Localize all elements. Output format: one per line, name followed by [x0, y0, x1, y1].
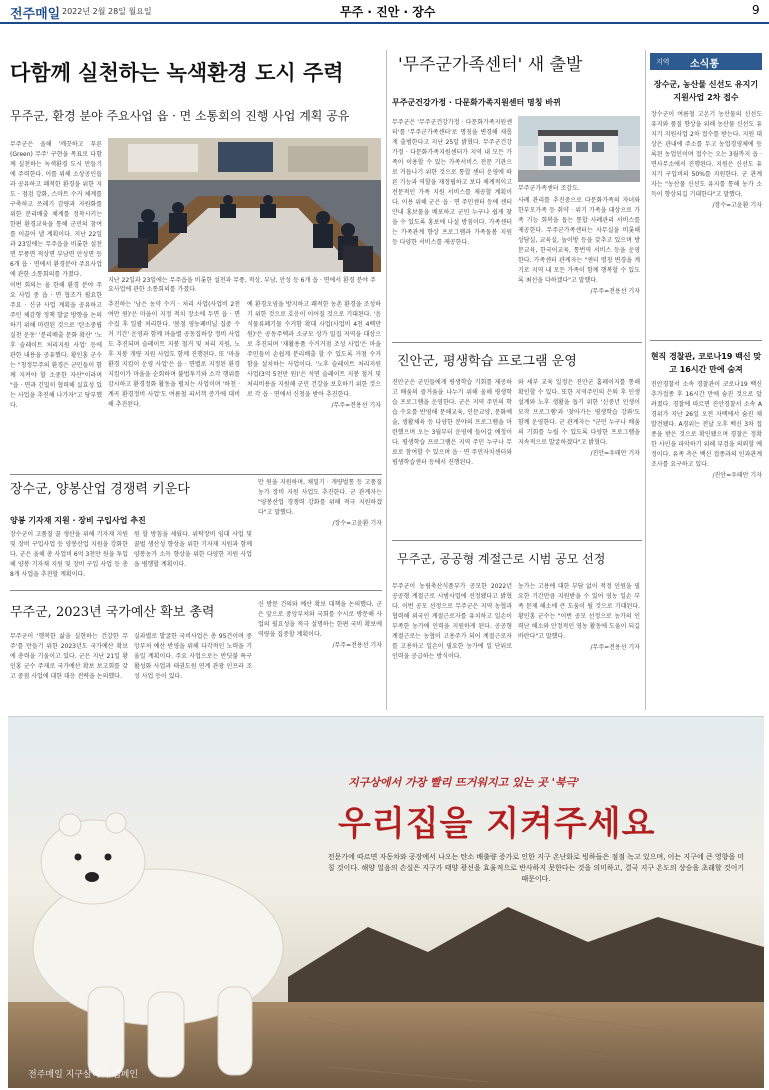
- article5-byline: /무주=전용선 기자: [332, 642, 382, 649]
- ad-background-image: [8, 717, 764, 1088]
- article6-column-2: [518, 582, 640, 708]
- article4-headline: 장수군, 양봉산업 경쟁력 키운다: [10, 482, 190, 497]
- article1-paragraph: 이번 회의는 올 한해 환경 분야 주요 사업 중 읍 · 면 협조가 필요한 주요 · 신규 사업 계획을 공유하고 주민 체감형 정책 발굴 방향을 논의하기 위해 마련된 것으로 '탄소중립 실천 운동' '분리배출 문화 확산' '노후 슬레이트 처리지원 사업' 등에 관한 내용을 공유했다. 황인홍 군수는 "청정무주의 환경은 군민들이 함께 지켜야 할 소중한 자산"이라며 "읍 · 면과 긴밀히 협력해 실효성 있는 사업을 추진해 나가자"고 당부했다.: [10, 282, 102, 409]
- ad-headline: 우리집을 지켜주세요: [338, 804, 656, 844]
- section-divider: [392, 540, 642, 541]
- climate-campaign-ad: [8, 716, 764, 1088]
- article5-paragraph: 무주군이 '행복한 삶을 실현하는 건강한 무주'를 만들기 위한 2023년도 국가예산 확보에 총력을 기울이고 있다. 군은 지난 21일 황인홍 군수 주재로 국가예산 확보 보고회를 갖고 중점 사업에 대한 대응 전략을 논의했다.: [10, 633, 128, 680]
- article2-column-1: [392, 118, 512, 334]
- article3-paragraph: 와 세부 교육 일정은 진안군 홈페이지를 통해 확인할 수 있다. 또한 지역주민의 은퇴 후 인생설계와 노후 생활을 돕기 위한 '신중년 인생이모작 프로그램'과 '찾아가는 평생학습 강좌'도 함께 운영한다. 군 관계자는 "군민 누구나 배움의 기회를 누릴 수 있도록 다양한 프로그램을 지속적으로 발굴하겠다"고 밝혔다.: [518, 379, 640, 446]
- page-header: [0, 0, 769, 24]
- article2-subheadline: 무주군건강가정 · 다문화가족지원센터 명칭 바뀌: [392, 98, 561, 107]
- sidebar-divider: [645, 50, 646, 710]
- article3-byline: /진안=우태만 기자: [590, 450, 640, 457]
- article1-column-3: [247, 300, 381, 470]
- article5-column-2: [134, 632, 252, 708]
- sidebar-separator: [650, 340, 762, 341]
- article1-subheadline: 무주군, 환경 분야 주요사업 읍 · 면 소통회의 진행 사업 계획 공유: [10, 109, 350, 123]
- article4-paragraph: 만 원을 지원하며, 채밀기 · 개량벌통 등 고품질 농가 장비 지원 사업도 추진한다. 군 관계자는 "양봉산업 경쟁력 강화를 위해 적극 지원하겠다"고 말했다.: [258, 479, 382, 516]
- sidebar-item2-body: [651, 380, 762, 710]
- article2-byline: /무주=전용선 기자: [590, 288, 640, 295]
- article2-headline: '무주군가족센터' 새 출발: [398, 55, 583, 75]
- page-number: 9: [752, 3, 760, 17]
- article4-column-2: [134, 530, 252, 586]
- article1-column-2: [108, 300, 240, 470]
- article4-paragraph: 장수군이 고품질 꿀 생산을 위해 기자재 지원 및 장비 구입사업 등 양봉산업 지원을 강화한다. 군은 올해 총 사업비 6억 3천만 원을 투입해 양봉 기자재 지원 및 장비 구입 사업 등 총 8개 사업을 추진할 계획이다.: [10, 531, 128, 578]
- article5-paragraph: 신 방문 건의와 예산 확보 대책을 논의했다. 군은 앞으로 중앙부처와 국회를 수시로 방문해 사업의 필요성을 적극 설명하는 한편 국비 확보에 역량을 집중할 계획이다.: [258, 601, 382, 638]
- article4-column-3: [258, 478, 382, 586]
- article6-headline: 무주군, 공공형 계절근로 시범 공모 선정: [397, 552, 606, 566]
- article4-subheadline: 양봉 기자재 지원 · 장비 구입사업 추진: [10, 516, 146, 525]
- ad-campaign-credit: 전주매일 지구살리기 캠페인: [28, 1070, 139, 1080]
- sidebar-item2-headline: 현직 경찰관, 코로나19 백신 맞고 16시간 만에 숨져: [650, 352, 762, 374]
- article1-paragraph: 추진하는 '남은 농약 수거 · 처리 사업(사업비 2천여만 원)'은 마을이 지정 적치 장소에 두면 읍 · 면 수집 후 일괄 처리한다. '봄철 영농폐비닐 집중 수거 기간' 운영과 함께 마을별 공동집하장 정비 사업도 추진되며 슬레이트 지붕 철거 및 처리 지원, 노후 지붕 개량 지원 사업도 함께 진행된다. 또 '마을 환경 지킴이 운영 사업'은 읍 · 면별로 지정된 환경지킴이가 마을을 순회하며 불법투기와 소각 행위를 감시하고 환경정화 활동을 펼치는 사업이며 '하천 · 계곡 환경정비 사업'도 여름철 피서객 증가에 대비해 추진된다.: [108, 301, 240, 408]
- sidebar-item2-paragraph: 진안경찰서 소속 경찰관이 코로나19 백신 추가접종 후 16시간 만에 숨진 것으로 알려졌다. 경찰에 따르면 진안경찰서 소속 A경위가 지난 26일 오전 자택에서 숨진 채 발견됐다. A경위는 전날 오후 백신 3차 접종을 받은 것으로 확인됐으며 경찰은 정확한 사인을 파악하기 위해 부검을 의뢰할 예정이다. 유족 측은 백신 접종과의 인과관계 조사를 요구하고 있다.: [651, 381, 762, 468]
- sidebar-item2-byline: /진안=우태만 기자: [712, 472, 762, 479]
- ad-body-text: 전문가에 따르면 자동차와 공장에서 나오는 탄소 배출량 증가로 인한 지구 온난화로 빙하들은 점점 녹고 있으며, 이는 지구에 큰 영향을 미칠 것이다. 해양 얼음의 손실은 지구가 태양 광선을 효율적으로 반사하지 못한다는 것을 의미하고, 결국 지구 온도의 상승을 초래할 것이기 때문이다.: [327, 853, 745, 883]
- article2-column-2: [518, 196, 640, 336]
- article6-column-1: [392, 582, 512, 708]
- article5-column-3: [258, 600, 382, 708]
- meeting-photo: [108, 138, 381, 272]
- sidebar-item1-headline: 장수군, 농산물 신선도 유지기 지원사업 2차 접수: [653, 80, 759, 102]
- article6-paragraph: 무주군이 농림축산식품부가 공모한 2022년 공공형 계절근로 시범사업에 선정됐다고 밝혔다. 이번 공모 선정으로 무주군은 지역 농협과 협력해 외국인 계절근로자를 유치하고 일손이 부족한 농가에 인력을 지원하게 된다. 공공형 계절근로는 농협이 고용주가 되어 계절근로자를 고용하고 일손이 필요한 농가에 일 단위로 인력을 공급하는 방식이다.: [392, 583, 512, 660]
- sidebar-item1-paragraph: 장수군이 여름철 고온기 농산물의 신선도 유지와 품질 향상을 위해 농산물 신선도 유지기 지원사업 2차 접수를 받는다. 지원 대상은 관내에 주소를 두고 농업경영체에 등록된 농업인이며 접수는 오는 3월까지 읍 · 면사무소에서 진행된다. 지원은 신선도 유지기 구입비의 50%를 지원한다. 군 관계자는 "농산물 신선도 유지를 통해 농가 소득이 향상되길 기대한다"고 말했다.: [651, 111, 762, 198]
- article1-byline: /무주=전용선 기자: [331, 402, 381, 409]
- section-divider: [10, 590, 382, 591]
- article3-paragraph: 진안군은 군민들에게 평생학습 기회를 제공하고 배움의 즐거움을 나누기 위해 올해 평생학습 프로그램을 운영한다. 군은 지역 주민의 학습 수요를 반영해 문해교육, 인문교양, 문화예술, 생활체육 등 다양한 분야의 프로그램을 마련했으며 오는 3월부터 운영에 들어갈 예정이다. 평생학습 프로그램은 지역 주민 누구나 무료로 참여할 수 있으며 읍 · 면 주민자치센터와 평생학습센터 등에서 진행된다.: [392, 379, 512, 466]
- section-divider: [10, 474, 382, 475]
- article5-column-1: [10, 632, 128, 708]
- article1-photo-caption: 지난 22일과 23일에는 무주읍을 비롯한 설천과 무풍, 적상, 부남, 안성 등 6개 읍 · 면에서 환경 분야 주요사업에 관한 소통회의를 가졌다.: [108, 277, 376, 293]
- sidebar-item1-byline: /장수=고윤환 기자: [712, 202, 762, 209]
- article4-paragraph: 원 할 방침을 세웠다. 위탁장비 임대 사업 및 꿀벌 생산성 향상을 위한 기자재 지원과 함께 양봉농가 소득 향상을 위한 다양한 지원 사업을 병행할 계획이다.: [134, 531, 252, 568]
- column-divider: [386, 50, 387, 710]
- article5-headline: 무주군, 2023년 국가예산 확보 총력: [10, 605, 215, 620]
- meeting-room-image: [108, 138, 381, 272]
- issue-date: 2022년 2월 28일 월요일: [62, 7, 152, 16]
- section-title: 무주 · 진안 · 장수: [340, 5, 436, 19]
- article6-paragraph: 농가는 고용에 대한 부담 없이 적정 인원을 필요한 기간만큼 지원받을 수 있어 영농 일손 부족 문제 해소에 큰 도움이 될 것으로 기대된다. 황인홍 군수는 "이번 공모 선정으로 농가의 인력난 해소와 안정적인 영농 활동에 도움이 되길 바란다"고 말했다.: [518, 583, 640, 640]
- article2-paragraph: 사례 관리를 추진중으로 다문화가족의 자녀와 한부모가족 등 취약 · 위기 가족을 대상으로 가족 기능 회복을 돕는 통합 사례관리 서비스를 제공한다. 무주군가족센터는 사무실을 비롯해 상담실, 교육실, 놀이방 등을 갖추고 있으며 방문교육, 한국어교육, 통번역 서비스 등을 운영한다. 가족센터 관계자는 "센터 명칭 변경을 계기로 지역 내 모든 가족이 함께 행복할 수 있도록 최선을 다하겠다"고 말했다.: [518, 197, 640, 284]
- family-center-photo: [518, 116, 640, 182]
- sidebar-item1-body: [651, 110, 762, 335]
- article2-photo-caption: 무주군가족센터 조감도.: [518, 185, 580, 192]
- ad-tagline: 지구상에서 가장 빨리 뜨거워지고 있는 곳 '북극': [348, 776, 580, 789]
- article4-byline: /장수=고윤환 기자: [332, 520, 382, 527]
- article4-column-1: [10, 530, 128, 586]
- article3-column-1: [392, 378, 512, 532]
- article1-headline: 다함께 실천하는 녹색환경 도시 주력: [10, 61, 344, 85]
- article5-paragraph: 실과별로 발굴한 국비사업은 총 95건이며 중앙부처 예산 반영을 위해 다각적인 노력을 기울일 계획이다. 주요 사업으로는 반딧불 특구 활성화 사업과 태권도원 연계 관광 인프라 조성 사업 등이 있다.: [134, 633, 252, 680]
- sidebar-title: 소식통: [690, 59, 719, 70]
- newspaper-logo: 전주매일: [10, 7, 61, 22]
- article3-column-2: [518, 378, 640, 534]
- sidebar-label: 지역: [656, 58, 670, 66]
- article1-paragraph: 예 환경오염을 방지하고 쾌적한 농촌 환경을 조성하기 위한 것으로 호응이 이어질 것으로 기대된다. '음식물류폐기물 수거함 확대 사업(사업비 4천 4백만 원)'은 공동주택과 소규모 상가 밀집 지역을 대상으로 추진되며 '재활용품 수거거점 조성 사업'은 마을 주민들이 손쉽게 분리배출 할 수 있도록 거점 수거함을 설치하는 사업이다. '노후 슬레이트 처리지원 사업(3억 5천만 원)'은 석면 슬레이트 지붕 철거 및 처리비용을 지원해 군민 건강을 보호하기 위한 것으로 각 읍 · 면에서 신청을 받아 추진한다.: [247, 301, 381, 398]
- section-divider: [392, 342, 642, 343]
- article1-column-1: [10, 140, 102, 472]
- article1-paragraph: 무주군은 올해 '깨끗하고 푸른(Green) 무주' 구현을 목표로 다함께 실천하는 녹색환경 도시 만들기에 주력한다. 이를 위해 소상공인들과 공유하고 쾌적한 환경을 위한 지도 · 점검 강화, 스마트 수거 체계를 구축하고 쓰레기 감량과 자원화를 위한 분리배출 체계를 정착시키는 한편 환경교육을 통해 군민의 참여를 이끌어 낼 계획이다. 지난 22일과 23일에는 무주읍을 비롯한 설천면 무풍면 적상면 부남면 안성면 등 6개 읍 · 면에서 환경분야 주요사업에 관한 소통회의를 가졌다.: [10, 141, 102, 278]
- article2-paragraph: 무주군은 '무주군건강가정 · 다문화가족지원센터'를 '무주군가족센터'로 명칭을 변경해 새롭게 출범한다고 지난 25일 밝혔다. 무주군건강가정 · 다문화가족지원센터가 지역 내 모든 가족이 이용할 수 있는 가족서비스 전문 기관으로 거듭나기 위한 것으로 통합 센터 운영에 따른 기능과 역할을 재정립하고 보다 체계적이고 전문적인 가족 지원 서비스를 제공할 계획이다. 이용 위해 군은 읍 · 면 주민센터 등에 센터 안내 홍보물을 배포하고 군민 누구나 쉽게 찾을 수 있도록 홍보에 나설 방침이다. 가족센터는 가족관계 향상 프로그램과 가족돌봄 지원 등 다양한 서비스를 제공한다.: [392, 119, 512, 246]
- family-center-building-image: [518, 116, 640, 182]
- article6-byline: /무주=전용선 기자: [590, 644, 640, 651]
- article3-headline: 진안군, 평생학습 프로그램 운영: [397, 354, 577, 369]
